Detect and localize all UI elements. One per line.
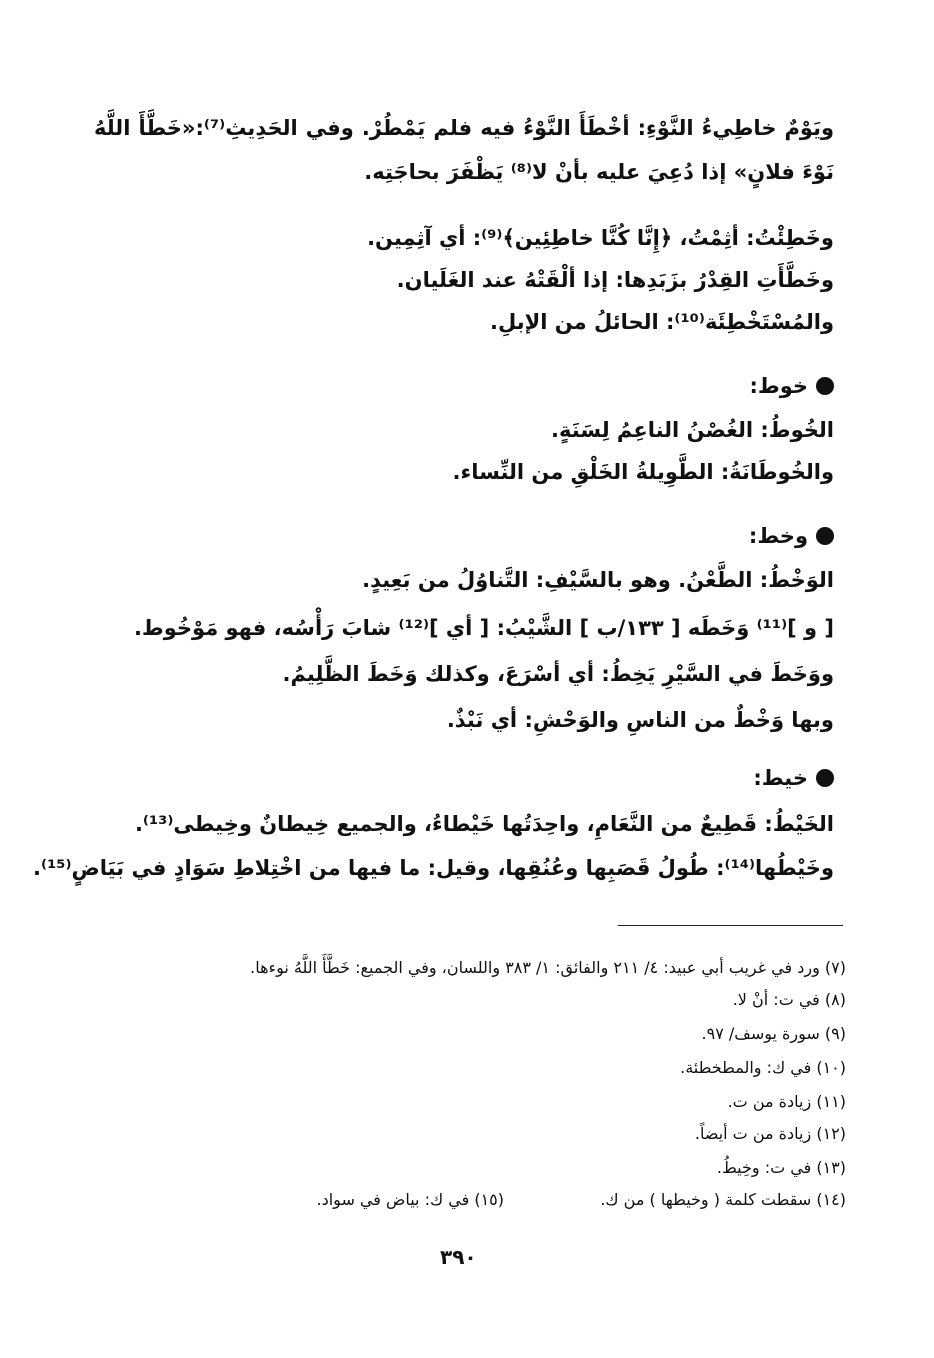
footnote: (١١) زيادة من ت. bbox=[727, 1092, 846, 1111]
entry-line: والمُسْتَخْطِئَة⁽¹⁰⁾: الحائلُ من الإبلِ. bbox=[490, 310, 834, 334]
entry-line: وخَطِئْتُ: أثِمْتُ، ﴿إِنَّا كُنَّا خاطِئِين﴾⁽⁹⁾: أي آثِمِين. bbox=[367, 226, 834, 250]
entry-line: وخَيْطُها⁽¹⁴⁾: طُولُ قَصَبِها وعُنُقِها، وقيل: ما فيها من اخْتِلاطِ سَوَادٍ في بَيَاضٍ⁽¹⁵⁾. bbox=[33, 856, 834, 880]
footnote: (١٢) زيادة من ت أيضاً. bbox=[694, 1124, 846, 1143]
heading-label: وخط: bbox=[748, 524, 808, 548]
entry-line: وخَطَّأَتِ القِدْرُ بزَبَدِها: إذا ألْقَتْهُ عند الغَلَيان. bbox=[396, 268, 834, 292]
footnote: (١٠) في ك: والمطخطئة. bbox=[680, 1058, 846, 1077]
section-heading-khayt bbox=[753, 766, 834, 790]
entry-line: [ و ]⁽¹¹⁾ وَخَطَه [ ١٣٣/ب ] الشَّيْبُ: [ أي ]⁽¹²⁾ شابَ رَأْسُه، فهو مَوْخُوط. bbox=[133, 616, 834, 640]
footnote: (٨) في ت: أنْ لا. bbox=[732, 990, 846, 1009]
heading-label: خوط: bbox=[749, 374, 808, 398]
footnote: (١٤) سقطت كلمة ( وخيطها ) من ك. bbox=[600, 1190, 846, 1209]
entry-khati-paragraph: ويَوْمٌ خاطِيءُ النَّوْءِ: أخْطَأَ النَّوْءُ فيه فلم يَمْطُرْ. وفي الحَدِيثِ⁽⁷⁾:«خَطَّأَ اللَّهُ نَوْءَ فلانٍ» إذا دُعِيَ عليه بأنْ لا⁽⁸⁾ يَظْفَرَ بحاجَتِه. bbox=[94, 116, 835, 184]
section-heading-khawt bbox=[749, 374, 834, 398]
entry-line: والخُوطَانَةُ: الطَّوِيلةُ الخَلْقِ من النِّساء. bbox=[452, 460, 834, 484]
footnote: (١٥) في ك: بياض في سواد. bbox=[316, 1190, 504, 1209]
section-heading-wakhat bbox=[749, 524, 834, 548]
bullet-icon bbox=[816, 769, 834, 787]
heading-label: خيط: bbox=[753, 766, 808, 790]
entry-line: ووَخَطَ في السَّيْرِ يَخِطُ: أي أسْرَعَ، وكذلك وَخَطَ الظَّلِيمُ. bbox=[282, 662, 834, 686]
bullet-icon bbox=[816, 377, 834, 395]
entry-line: الخَيْطُ: قَطِيعٌ من النَّعَامِ، واحِدَتُها خَيْطاءُ، والجميع خِيطانٌ وخِيطى⁽¹³⁾. bbox=[134, 812, 834, 836]
footnote: (١٣) في ت: وخِيطُ. bbox=[716, 1158, 846, 1177]
footnote: (٩) سورة يوسف/ ٩٧. bbox=[701, 1024, 846, 1043]
entry-line: الوَخْطُ: الطَّعْنُ. وهو بالسَّيْفِ: التَّناوُلُ من بَعِيدٍ. bbox=[362, 568, 834, 592]
entry-line: وبها وَخْطٌ من الناسِ والوَحْشِ: أي نَبْذٌ. bbox=[446, 708, 834, 732]
footnote-divider bbox=[618, 925, 843, 926]
footnote: (٧) ورد في غريب أبي عبيد: ٤/ ٢١١ والفائق: ١/ ٣٨٣ واللسان، وفي الجميع: خَطَّأَ اللَّهُ نوءها. bbox=[250, 958, 846, 977]
entry-line: الخُوطُ: الغُصْنُ الناعِمُ لِسَنَةٍ. bbox=[551, 418, 834, 442]
page-number: ٣٩٠ bbox=[440, 1245, 477, 1269]
bullet-icon bbox=[816, 527, 834, 545]
